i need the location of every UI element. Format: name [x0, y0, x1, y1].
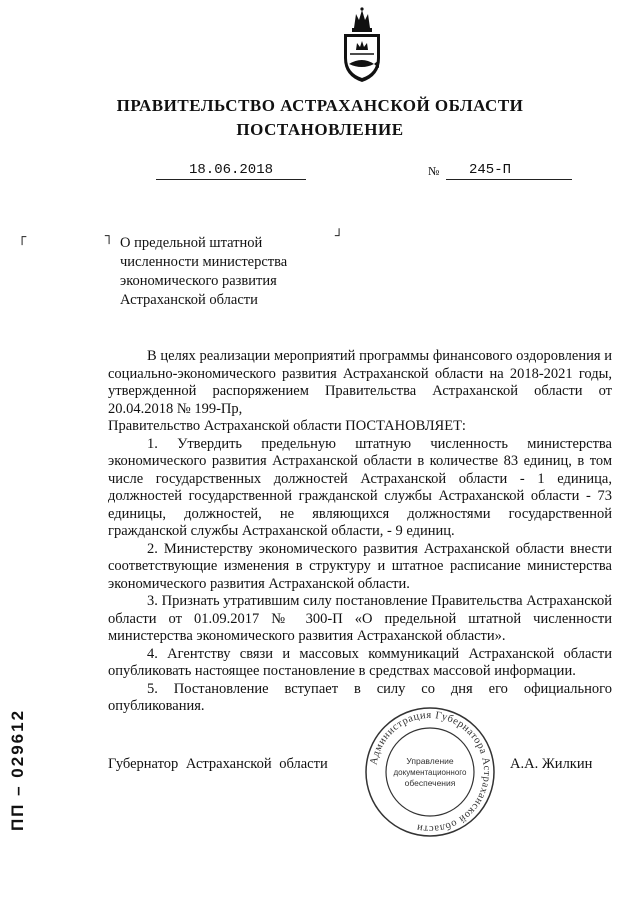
side-registration-number [0, 690, 36, 850]
document-number: 245-П [468, 162, 511, 178]
side-registration-number-text: ПП – 029612 [8, 708, 27, 832]
resolves-line: Правительство Астраханской области ПОСТАНОВЛЯЕТ: [108, 418, 466, 434]
item-2-paragraph: 2. Министерству экономического развития Астраханской области внести соответствующие изменения в структуру и штатное расписание министерства экономического развития Астраханской области. [108, 540, 612, 592]
coat-of-arms-emblem [330, 6, 394, 86]
signatory-name: А.А. Жилкин [510, 756, 593, 772]
official-stamp [362, 704, 498, 840]
document-type-title: ПОСТАНОВЛЕНИЕ [236, 120, 404, 139]
preamble-paragraph: В целях реализации мероприятий программы финансового оздоровления и социально-экономического развития Астраханской области на 2018-2021 годы, утвержденной распоряжением Правительства Астраханской области от 20.04.2018 № 199-Пр, [108, 348, 612, 417]
stamp-ring-text: Администрация Губернатора Астраханской области [368, 709, 493, 835]
document-date: 18.06.2018 [156, 162, 306, 180]
document-body [108, 348, 612, 716]
document-subject: О предельной штатной численности министерства экономического развития Астраханской области [120, 235, 288, 308]
stamp-line-1: Управление [406, 756, 454, 766]
item-5-paragraph: 5. Постановление вступает в силу со дня его официального опубликования. [108, 680, 612, 714]
item-3-paragraph: 3. Признать утратившим силу постановление Правительства Астраханской области от 01.09.2017 № 300-П «О предельной штатной численности министерства экономического развития Астраханской области». [108, 593, 612, 644]
signatory-title: Губернатор Астраханской области [108, 756, 328, 772]
corner-bracket-mid-icon: ┐ [105, 229, 114, 245]
item-1-paragraph: 1. Утвердить предельную штатную численность министерства экономического развития Астраханской области в количестве 83 единиц, в том числе государственных должностей Астраханской области - 1 единица, должностей государственной гражданской службы Астраханской области - 73 единицы, должностей, не являющихся должностями государственной гражданской службы Астраханской области, - 9 единиц. [108, 435, 612, 539]
stamp-line-3: обеспечения [404, 778, 456, 788]
document-number-field [446, 162, 572, 180]
corner-bracket-right-icon: ┘ [335, 229, 344, 245]
corner-bracket-left-icon: ┌ [18, 230, 27, 246]
government-title: ПРАВИТЕЛЬСТВО АСТРАХАНСКОЙ ОБЛАСТИ [116, 96, 524, 115]
number-sign: № [428, 164, 440, 178]
stamp-line-2: документационного [393, 768, 467, 777]
item-4-paragraph: 4. Агентству связи и массовых коммуникаций Астраханской области опубликовать настоящее постановление в средствах массовой информации. [108, 645, 612, 679]
